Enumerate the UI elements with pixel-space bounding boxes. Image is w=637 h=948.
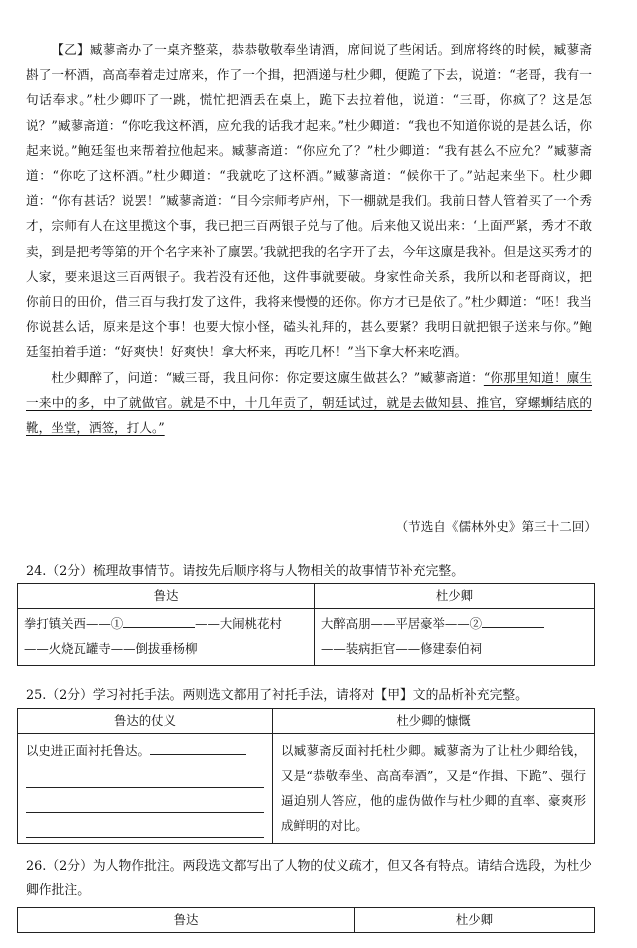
blank-1[interactable] <box>123 613 195 628</box>
table-header: 杜少卿的慷慨 <box>273 709 595 734</box>
plot-text: ——火烧瓦罐寺——倒拔垂杨柳 <box>24 641 198 656</box>
answer-cell-luda <box>18 734 273 844</box>
table-header: 鲁达 <box>18 908 355 933</box>
plot-text: 大醉高朋——平居豪举——② <box>321 616 483 631</box>
table-header: 鲁达 <box>18 584 315 609</box>
passage-text: 杜少卿醉了，问道：“臧三哥，我且问你：你定要这廪生做甚么？”臧蓼斋道： <box>51 369 484 385</box>
passage-text: 臧蓼斋办了一桌齐整菜，恭恭敬敬奉坐请酒，席间说了些闲话。到席将终的时候，臧蓼斋斟了一杯酒，高高奉着走过席来，作了一个揖，把酒递与杜少卿，便跪了下去，说道：“老哥，我有一句话奉求。”杜少卿吓了一跳，慌忙把酒丢在桌上，跪下去拉着他，说道：“三哥，你疯了？这是怎说？”臧蓼斋道：“你吃我这杯酒，应允我的话我才起来。”杜少卿道：“我也不知道你说的是甚么话，你起来说。”鲍廷玺也来帮着拉他起来。臧蓼斋道：“你应允了？”杜少卿道：“我有甚么不应允？”臧蓼斋道：“你吃了这杯酒。”杜少卿道：“我就吃了这杯酒。”臧蓼斋道：“候你干了。”站起来坐下。杜少卿道：“你有甚话？说罢！”臧蓼斋道：“目今宗师考庐州，下一棚就是我们。我前日替人管着买了一个秀才，宗师有人在这里揽这个事，我已把三百两银子兑与了他。后来他又说出来：‘上面严紧，秀才不敢卖，到是把考等第的开个名字来补了廪罢。’我就把我的名字开了去，今年这廪是我补。但是这买秀才的人家，要来退这三百两银子。我若没有还他，这件事就要破。身家性命关系，我所以和老哥商议，把你前日的田价，借三百与我打发了这件，我将来慢慢的还你。你方才已是依了。”杜少卿道：“呸！我当你说甚么话，原来是这个事！也要大惊小怪，磕头礼拜的，甚么要紧？我明日就把银子送来与你。”鲍廷玺拍着手道：“好爽快！好爽快！拿大杯来，再吃几杯！”当下拿大杯来吃酒。 <box>26 42 593 360</box>
question-25-prompt: 25.（2分）学习衬托手法。两则选文都用了衬托手法，请将对【甲】文的品析补充完整。 <box>26 688 528 703</box>
table-header: 鲁达的仗义 <box>18 709 273 734</box>
plot-text: 拳打镇关西——① <box>24 616 124 631</box>
answer-cell-luda <box>18 609 315 666</box>
table-header: 杜少卿 <box>315 584 595 609</box>
passage-paragraph-2 <box>26 365 592 441</box>
underlined-sentence: “你那里知道！廪生一来中的多，中了就做官。就是不中，十几年贡了，朝廷试过，就是去做知县、推官，穿螺蛳结底的靴，坐堂，洒签，打人。” <box>26 369 592 436</box>
plot-text: ——大闹桃花村 <box>195 616 282 631</box>
answer-line[interactable] <box>26 763 264 788</box>
question-25-table <box>17 708 595 844</box>
answer-line[interactable] <box>26 788 264 813</box>
part-label: 【乙】 <box>51 42 90 57</box>
question-26-table <box>17 907 595 933</box>
table-header: 杜少卿 <box>355 908 595 933</box>
answer-cell-dushaoqing <box>273 734 595 844</box>
answer-cell-dushaoqing <box>315 609 595 666</box>
passage-yi <box>26 37 592 440</box>
answer-line[interactable] <box>26 813 264 838</box>
blank-2[interactable] <box>482 613 544 628</box>
question-24-prompt: 24.（2分）梳理故事情节。请按先后顺序将与人物相关的故事情节补充完整。 <box>26 564 464 579</box>
analysis-text: 以臧蓼斋反面衬托杜少卿。臧蓼斋为了让杜少卿给钱，又是“恭敬奉坐、高高奉酒”，又是“作揖、下跪”、强行逼迫别人答应，他的虚伪做作与杜少卿的直率、豪爽形成鲜明的对比。 <box>281 743 586 833</box>
analysis-text: 以史进正面衬托鲁达。 <box>26 743 150 758</box>
answer-line[interactable] <box>150 740 246 755</box>
passage-source: （节选自《儒林外史》第三十二回） <box>395 519 597 534</box>
plot-text: ——装病拒官——修建泰伯祠 <box>321 641 483 656</box>
passage-paragraph-1 <box>26 37 592 365</box>
question-26-prompt: 26.（2分）为人物作批注。两段选文都写出了人物的仗义疏才，但又各有特点。请结合选段，为杜少卿作批注。 <box>26 859 592 898</box>
question-24-table <box>17 583 595 666</box>
